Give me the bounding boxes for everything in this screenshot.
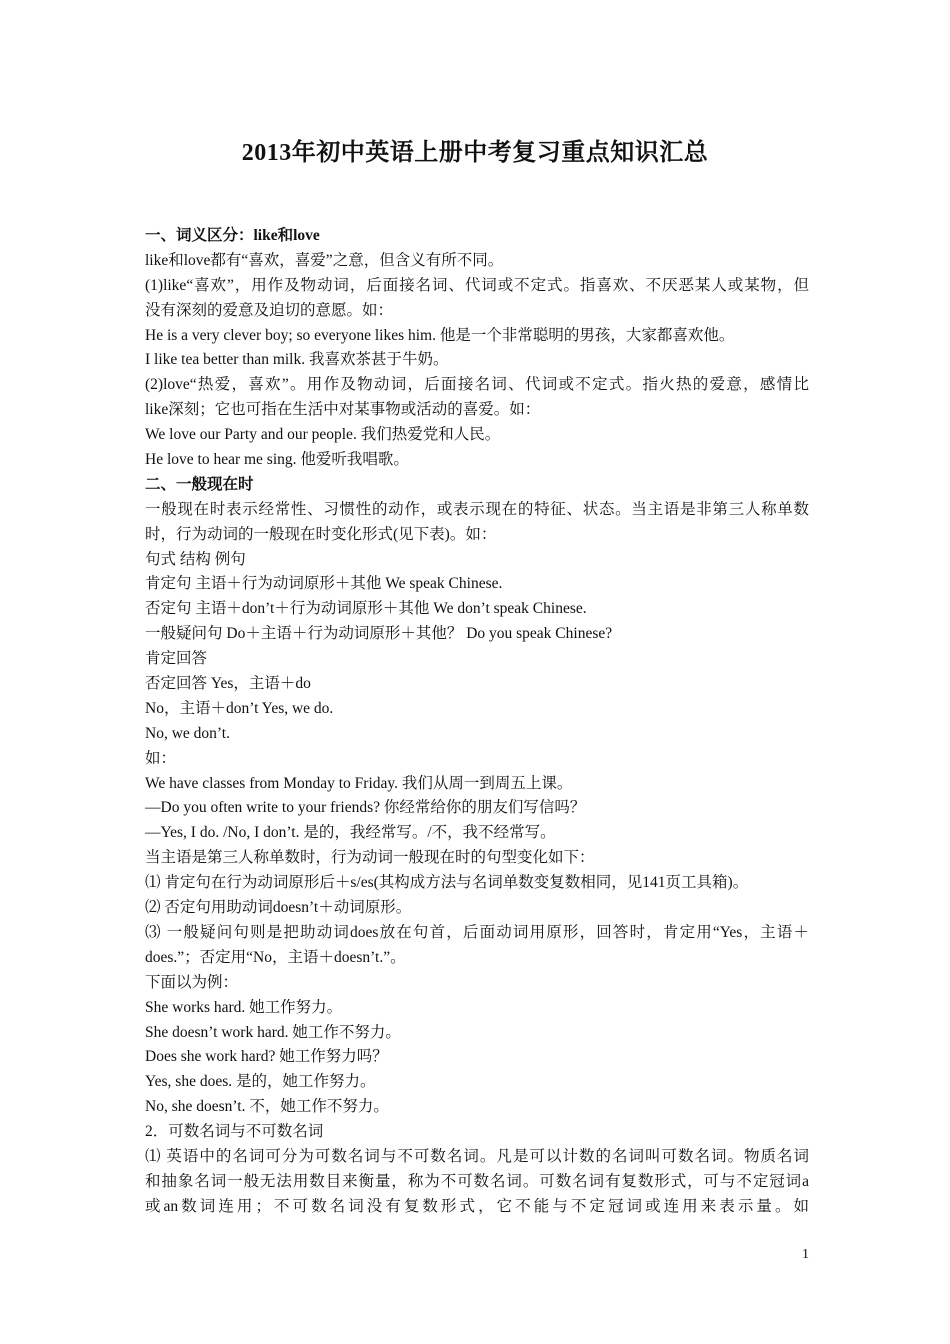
text-line: 2．可数名词与不可数名词 xyxy=(145,1123,324,1141)
text-line: No, we don’t. xyxy=(145,724,230,742)
text-line: like深刻；它也可指在生活中对某事物或活动的喜爱。如： xyxy=(145,401,541,419)
text-line: (1)like“喜欢”，用作及物动词，后面接名词、代词或不定式。指喜欢、不厌恶某人或某物，但 xyxy=(145,276,809,294)
text-line: 没有深刻的爱意及迫切的意愿。如： xyxy=(145,301,394,319)
text-line: ⑴ 肯定句在行为动词原形后＋s/es(其构成方法与名词单数变复数相同，见141页工具箱)。 xyxy=(145,874,749,892)
document-title: 2013年初中英语上册中考复习重点知识汇总 xyxy=(241,140,709,166)
text-line: ⑴ 英语中的名词可分为可数名词与不可数名词。凡是可以计数的名词叫可数名词。物质名词 xyxy=(145,1147,809,1165)
text-line: 句式 结构 例句 xyxy=(145,550,246,568)
text-line: 否定回答 Yes，主语＋do xyxy=(145,675,311,693)
text-line: —Yes, I do. /No, I don’t. 是的，我经常写。/不，我不经常写。 xyxy=(145,824,556,842)
text-line: 否定句 主语＋don’t＋行为动词原形＋其他 We don’t speak Chinese. xyxy=(145,600,587,618)
text-line: —Do you often write to your friends? 你经常给你的朋友们写信吗？ xyxy=(145,799,586,817)
document-body xyxy=(145,224,809,1220)
text-line: 和抽象名词一般无法用数目来衡量，称为不可数名词。可数名词有复数形式，可与不定冠词a xyxy=(145,1172,809,1190)
text-line: 时，行为动词的一般现在时变化形式(见下表)。如： xyxy=(145,525,497,543)
text-line: She doesn’t work hard. 她工作不努力。 xyxy=(145,1023,401,1041)
text-line: Yes, she does. 是的，她工作努力。 xyxy=(145,1073,376,1091)
text-line: 一般疑问句 Do＋主语＋行为动词原形＋其他？ Do you speak Chinese? xyxy=(145,625,613,643)
text-line: ⑵ 否定句用助动词doesn’t＋动词原形。 xyxy=(145,899,412,917)
text-line: 肯定句 主语＋行为动词原形＋其他 We speak Chinese. xyxy=(145,575,503,593)
page-number: 1 xyxy=(802,1247,809,1262)
text-line: 当主语是第三人称单数时，行为动词一般现在时的句型变化如下： xyxy=(145,849,595,867)
text-line: like和love都有“喜欢，喜爱”之意，但含义有所不同。 xyxy=(145,251,504,269)
text-line: ⑶ 一般疑问句则是把助动词does放在句首，后面动词用原形，回答时，肯定用“Yes，主语＋ xyxy=(145,923,809,941)
section-heading: 一、词义区分：like和love xyxy=(145,227,320,244)
text-line: 或an数词连用；不可数名词没有复数形式，它不能与不定冠词或连用来表示量。如 xyxy=(145,1197,809,1215)
text-line: (2)love“热爱，喜欢”。用作及物动词，后面接名词、代词或不定式。指火热的爱意，感情比 xyxy=(145,376,809,394)
section-heading: 二、一般现在时 xyxy=(145,475,254,493)
text-line: 肯定回答 xyxy=(145,650,208,668)
text-line: We have classes from Monday to Friday. 我们从周一到周五上课。 xyxy=(145,774,573,792)
text-line: does.”；否定用“No，主语＋doesn’t.”。 xyxy=(145,948,406,966)
text-line: She works hard. 她工作努力。 xyxy=(145,998,343,1016)
text-line: He love to hear me sing. 他爱听我唱歌。 xyxy=(145,451,409,469)
text-line: He is a very clever boy; so everyone likes him. 他是一个非常聪明的男孩，大家都喜欢他。 xyxy=(145,326,735,344)
text-line: No, she doesn’t. 不，她工作不努力。 xyxy=(145,1098,389,1116)
text-line: I like tea better than milk. 我喜欢茶甚于牛奶。 xyxy=(145,351,449,369)
text-line: No，主语＋don’t Yes, we do. xyxy=(145,699,334,717)
text-line: Does she work hard? 她工作努力吗？ xyxy=(145,1048,388,1066)
text-line: 如： xyxy=(145,749,177,767)
text-line: We love our Party and our people. 我们热爱党和人民。 xyxy=(145,426,501,444)
text-line: 一般现在时表示经常性、习惯性的动作，或表示现在的特征、状态。当主语是非第三人称单数 xyxy=(145,500,809,518)
text-line: 下面以为例： xyxy=(145,973,239,991)
